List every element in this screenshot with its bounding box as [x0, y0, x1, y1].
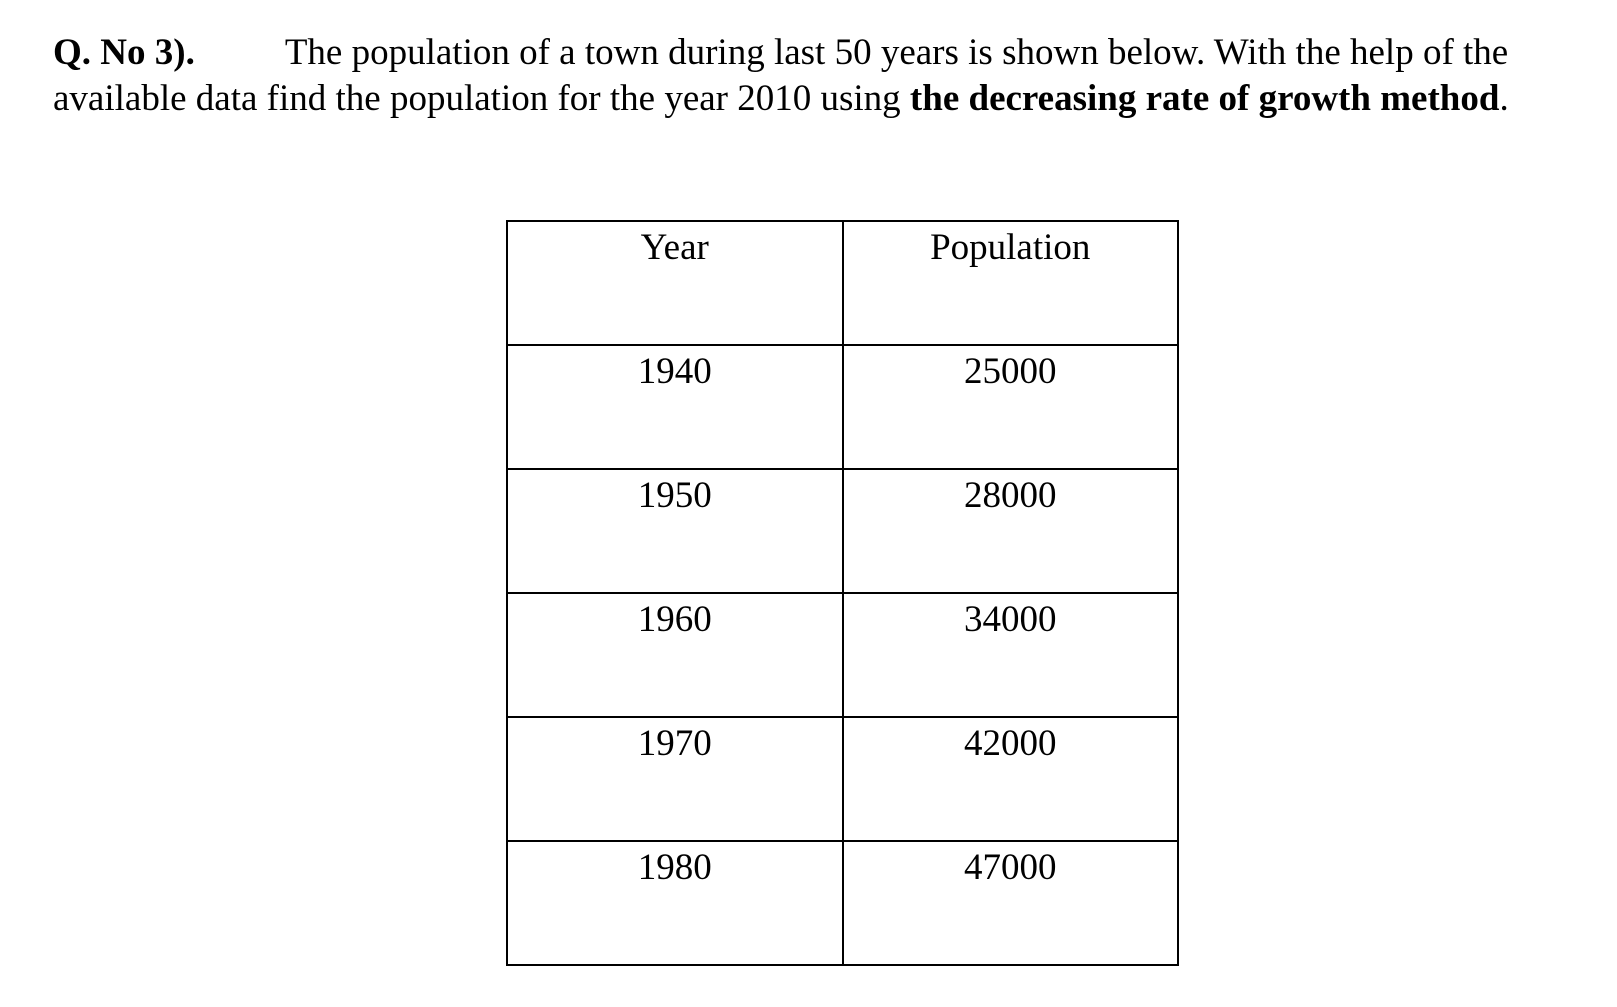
question-text	[53, 30, 1593, 122]
question-body: The population of a town during last 50 years is shown below. With the help of the available data find the population for the year 2010 using	[53, 32, 1509, 119]
year-cell: 1950	[507, 469, 843, 593]
population-cell: 28000	[843, 469, 1179, 593]
table-row	[507, 469, 1178, 593]
year-cell: 1940	[507, 345, 843, 469]
year-cell: 1960	[507, 593, 843, 717]
question-end: .	[1499, 78, 1509, 119]
year-cell: 1970	[507, 717, 843, 841]
year-cell: 1980	[507, 841, 843, 965]
table-row	[507, 841, 1178, 965]
method-name: the decreasing rate of growth method	[909, 78, 1500, 119]
population-cell: 47000	[843, 841, 1179, 965]
table-header-row	[507, 221, 1178, 345]
header-year: Year	[507, 221, 843, 345]
population-cell: 34000	[843, 593, 1179, 717]
population-cell: 25000	[843, 345, 1179, 469]
table-row	[507, 593, 1178, 717]
question-number: Q. No 3).	[53, 32, 195, 73]
population-table	[506, 220, 1179, 966]
table-row	[507, 717, 1178, 841]
header-population: Population	[843, 221, 1179, 345]
population-cell: 42000	[843, 717, 1179, 841]
table-row	[507, 345, 1178, 469]
